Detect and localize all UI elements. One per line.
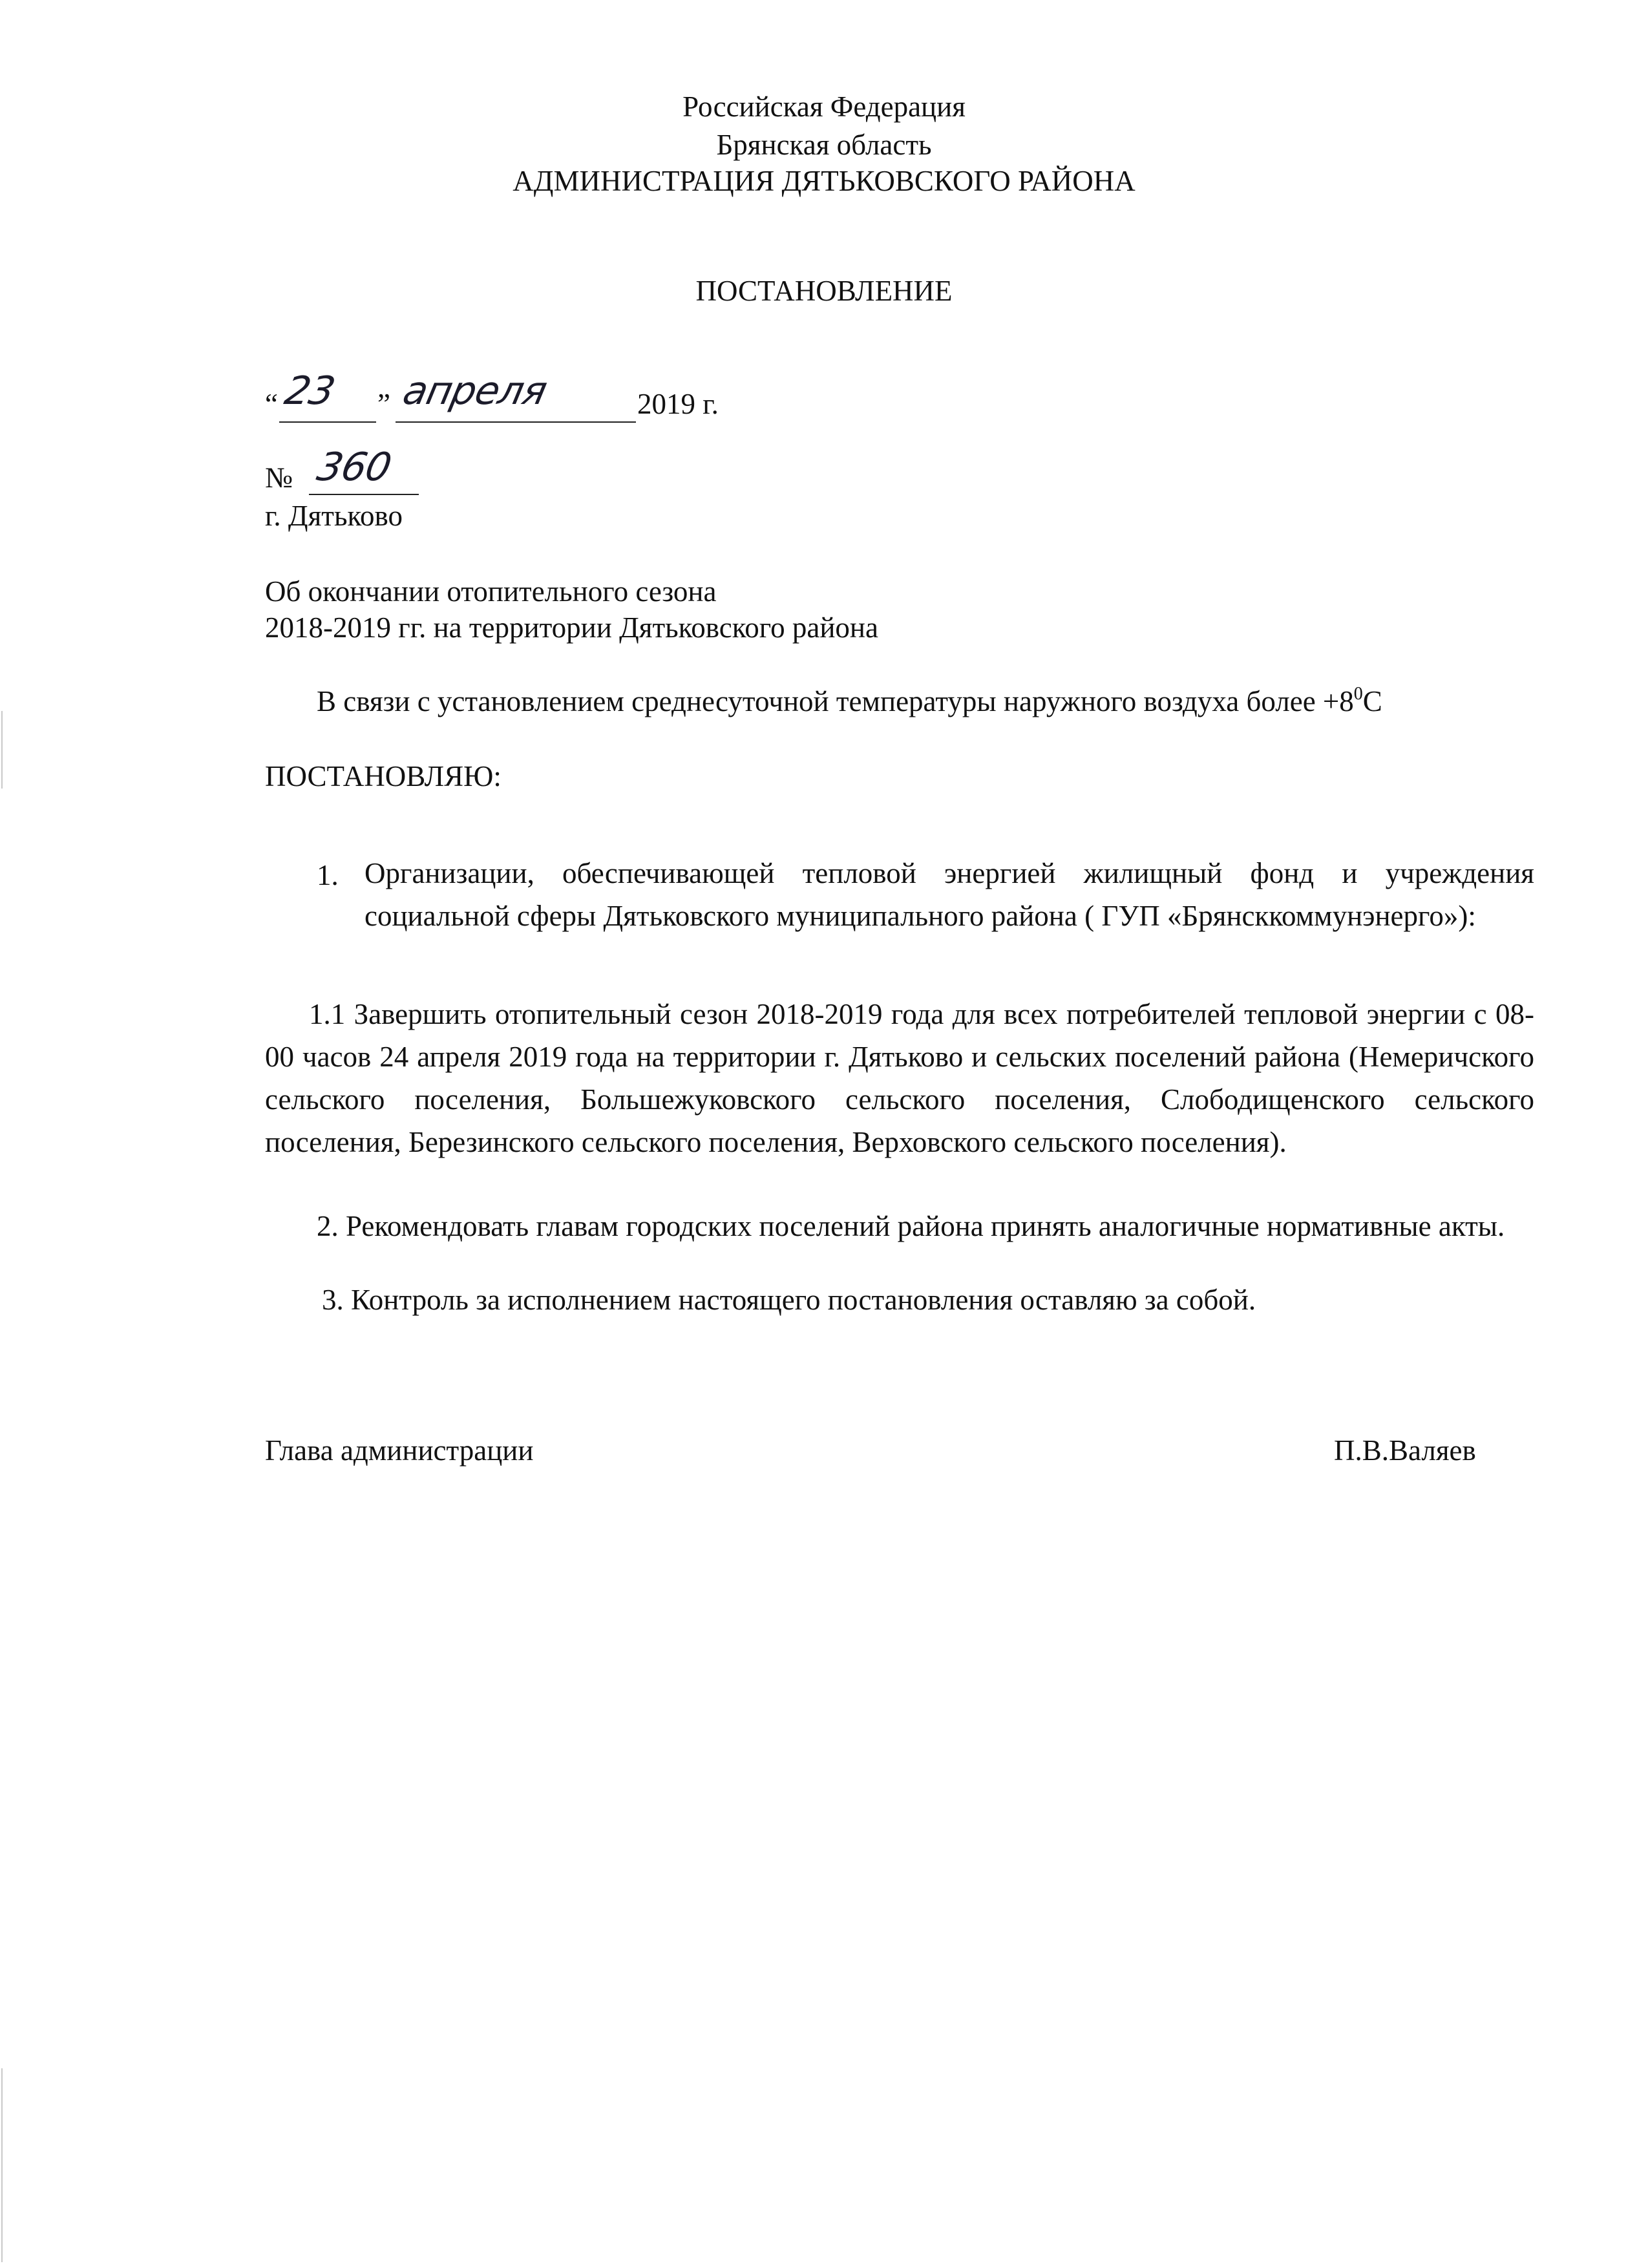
item-1-1: [265, 993, 1534, 1163]
preamble: [317, 684, 1382, 719]
scan-edge-mark: [1, 2068, 3, 2262]
resolve-heading: ПОСТАНОВЛЯЮ:: [265, 760, 502, 792]
item-text: Рекомендовать главам городских поселений района принять аналогичные нормативные акты.: [346, 1210, 1505, 1242]
item-text: Организации, обеспечивающей тепловой энергией жилищный фонд и учреждения социальной сферы Дятьковского муниципального района ( ГУП «Брянсккоммунэнерго»):: [364, 857, 1534, 932]
temperature-unit: С: [1362, 685, 1382, 717]
header-authority: АДМИНИСТРАЦИЯ ДЯТЬКОВСКОГО РАЙОНА: [512, 165, 1136, 197]
date-year: 2019 г.: [637, 388, 719, 420]
item-text: Завершить отопительный сезон 2018-2019 года для всех потребителей тепловой энергии с 08-00 часов 24 апреля 2019 года на территории г. Дятьково и сельских поселений района (Немеричского сельского поселения, Большежуковского сельского поселения, Слободищенского сельского поселения, Березинского сельского поселения, Верховского сельского поселения).: [265, 998, 1534, 1158]
subject-line-2: 2018-2019 гг. на территории Дятьковского района: [265, 611, 878, 644]
item-number: 3.: [322, 1284, 344, 1316]
date-day-handwritten: 23: [280, 368, 339, 414]
number-prefix: №: [265, 461, 293, 494]
signature-name: П.В.Валяев: [1334, 1434, 1476, 1467]
header-region: Брянская область: [716, 129, 932, 161]
item-2: [265, 1205, 1534, 1247]
document-type-title: ПОСТАНОВЛЕНИЕ: [695, 275, 953, 307]
city-label: г. Дятьково: [265, 500, 403, 532]
header-country: Российская Федерация: [682, 90, 966, 123]
number-handwritten: 360: [313, 445, 395, 490]
scan-edge-mark: [1, 711, 3, 789]
number-underline: [309, 494, 419, 495]
preamble-text: В связи с установлением среднесуточной температуры наружного воздуха более +8: [317, 685, 1354, 717]
item-number: 1.: [317, 859, 339, 891]
subject-line-1: Об окончании отопительного сезона: [265, 575, 717, 608]
item-number: 2.: [317, 1210, 339, 1242]
item-text: Контроль за исполнением настоящего постановления оставляю за собой.: [351, 1284, 1256, 1316]
date-quote-open: “: [265, 388, 278, 420]
date-quote-close: ”: [377, 388, 390, 420]
signature-title: Глава администрации: [265, 1434, 534, 1467]
degree-superscript: 0: [1353, 684, 1363, 704]
date-month-underline: [396, 421, 636, 423]
item-3: [322, 1282, 1256, 1317]
date-day-underline: [279, 421, 376, 423]
date-month-handwritten: апреля: [399, 368, 551, 414]
item-number: 1.1: [309, 998, 346, 1030]
